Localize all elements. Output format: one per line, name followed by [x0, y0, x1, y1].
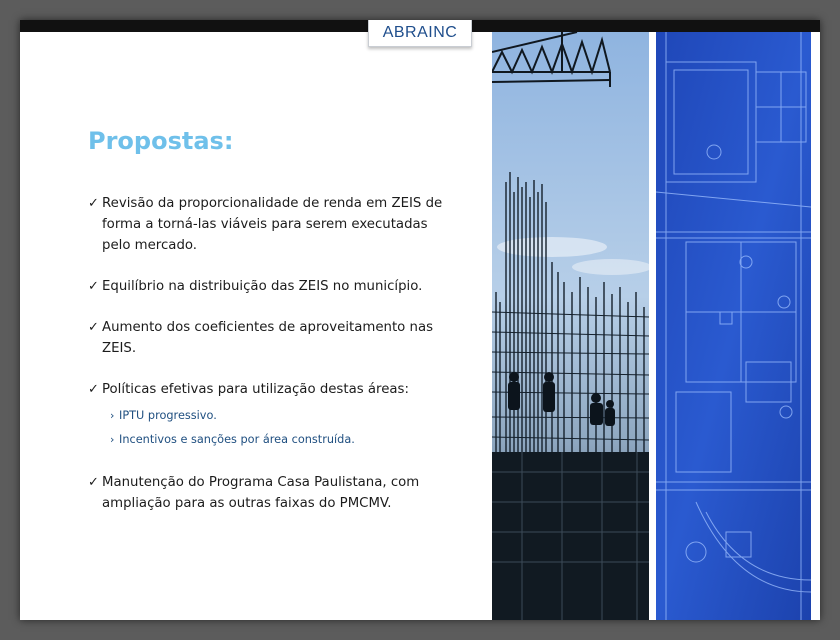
list-item — [88, 317, 448, 359]
sub-list-item-text: IPTU progressivo. — [119, 409, 217, 422]
slide — [20, 20, 820, 620]
blueprint-image — [656, 32, 811, 620]
sub-list — [110, 404, 448, 452]
blueprint-illustration — [656, 32, 811, 620]
page-title: Propostas: — [88, 127, 234, 155]
panel-divider — [649, 32, 656, 620]
list-item-text: Aumento dos coeficientes de aproveitamento nas ZEIS. — [102, 320, 434, 356]
chevron-right-icon: › — [110, 409, 115, 422]
list-item — [88, 193, 448, 256]
list-item-text: Manutenção do Programa Casa Paulistana, com ampliação para as outras faixas do PMCMV. — [102, 475, 420, 511]
list-item-text: Políticas efetivas para utilização destas áreas: — [102, 382, 409, 397]
construction-illustration — [492, 32, 649, 620]
list-item — [88, 379, 448, 452]
list-item — [88, 472, 448, 514]
check-icon: ✓ — [88, 196, 99, 211]
sub-list-item-text: Incentivos e sanções por área construída. — [119, 433, 355, 446]
proposals-list — [88, 193, 448, 534]
check-icon: ✓ — [88, 382, 99, 397]
abrainc-logo: ABRAINC — [368, 20, 472, 47]
sub-list-item — [110, 404, 448, 428]
chevron-right-icon: › — [110, 433, 115, 446]
list-item-text: Revisão da proporcionalidade de renda em ZEIS de forma a torná-las viáveis para serem executadas pelo mercado. — [102, 196, 443, 253]
check-icon: ✓ — [88, 320, 99, 335]
sub-list-item — [110, 428, 448, 452]
list-item — [88, 276, 448, 297]
check-icon: ✓ — [88, 475, 99, 490]
construction-photo — [492, 32, 649, 620]
check-icon: ✓ — [88, 279, 99, 294]
list-item-text: Equilíbrio na distribuição das ZEIS no município. — [102, 279, 423, 294]
